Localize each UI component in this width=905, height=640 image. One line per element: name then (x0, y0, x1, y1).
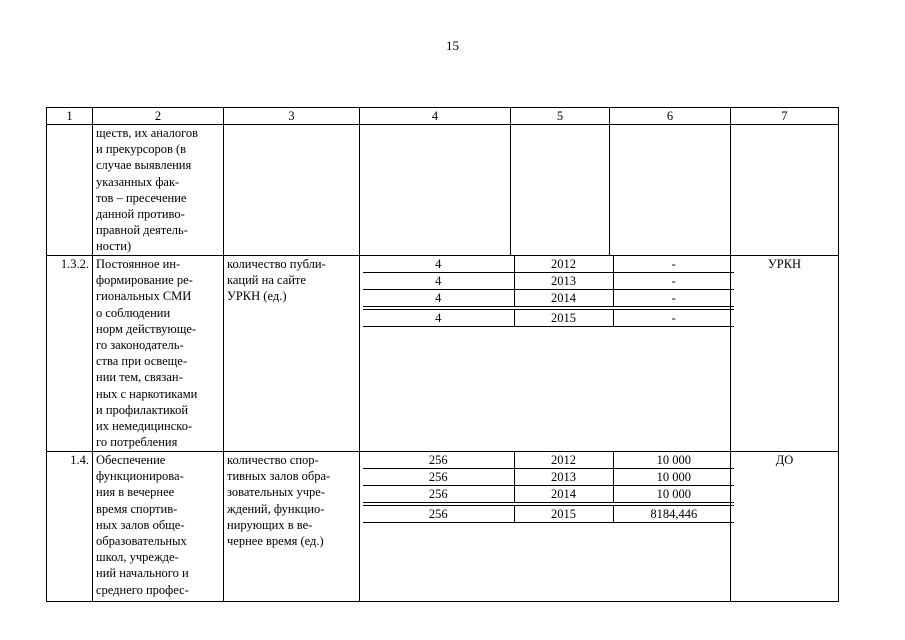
indicator-value: 256 (363, 452, 514, 469)
header-cell: 2 (93, 108, 224, 125)
funding-cell (610, 125, 731, 256)
table-row (47, 125, 839, 256)
executor-cell (731, 125, 839, 256)
values-subtable (363, 256, 734, 327)
funding-amount: - (613, 290, 734, 307)
header-cell: 4 (360, 108, 511, 125)
funding-amount: 10 000 (613, 486, 734, 503)
measure-description: ществ, их аналогов и прекурсоров (в случае выявления указанных фак- тов – пресечение данной противо- правной деятель- ности) (93, 125, 224, 256)
executor: УРКН (731, 256, 839, 452)
year: 2015 (514, 506, 613, 523)
header-cell: 7 (731, 108, 839, 125)
funding-amount: 10 000 (613, 452, 734, 469)
values-row (363, 256, 734, 273)
row-number: 1.3.2. (47, 256, 93, 452)
values-row (363, 290, 734, 307)
value-cell (360, 125, 511, 256)
indicator-value: 256 (363, 486, 514, 503)
indicator-value: 4 (363, 256, 514, 273)
funding-amount: 10 000 (613, 469, 734, 486)
year-cell (511, 125, 610, 256)
values-block (360, 256, 731, 452)
indicator-description: количество спор- тивных залов обра- зовательных учре- ждений, функцио- нирующих в ве- чернее время (ед.) (224, 452, 360, 602)
indicator-value: 4 (363, 273, 514, 290)
executor: ДО (731, 452, 839, 602)
funding-amount: - (613, 256, 734, 273)
measure-description: Обеспечение функционирова- ния в вечернее время спортив- ных залов обще- образовательных школ, учрежде- ний начального и среднего профес- (93, 452, 224, 602)
indicator-description: количество публи- каций на сайте УРКН (ед.) (224, 256, 360, 452)
indicator-cell (224, 125, 360, 256)
year: 2013 (514, 469, 613, 486)
values-row (363, 469, 734, 486)
funding-amount: - (613, 310, 734, 327)
row-number: 1.4. (47, 452, 93, 602)
table-header-row (47, 108, 839, 125)
page-number: 15 (446, 38, 459, 53)
values-row (363, 310, 734, 327)
table-row (47, 452, 839, 602)
values-row (363, 486, 734, 503)
year: 2013 (514, 273, 613, 290)
values-row (363, 273, 734, 290)
measure-description: Постоянное ин- формирование ре- гиональных СМИ о соблюдении норм действующе- го законодатель- ства при освеще- нии тем, связан- ных с наркотиками и профилактикой их немедицинско- го потребления (93, 256, 224, 452)
funding-amount: 8184,446 (613, 506, 734, 523)
year: 2012 (514, 452, 613, 469)
funding-amount: - (613, 273, 734, 290)
values-block (360, 452, 731, 602)
table-row (47, 256, 839, 452)
header-cell: 1 (47, 108, 93, 125)
row-number-cell (47, 125, 93, 256)
indicator-value: 256 (363, 506, 514, 523)
program-table (46, 107, 839, 602)
header-cell: 6 (610, 108, 731, 125)
indicator-value: 256 (363, 469, 514, 486)
indicator-value: 4 (363, 290, 514, 307)
year: 2014 (514, 486, 613, 503)
values-row (363, 452, 734, 469)
values-row (363, 506, 734, 523)
indicator-value: 4 (363, 310, 514, 327)
year: 2014 (514, 290, 613, 307)
year: 2012 (514, 256, 613, 273)
header-cell: 3 (224, 108, 360, 125)
year: 2015 (514, 310, 613, 327)
values-subtable (363, 452, 734, 523)
header-cell: 5 (511, 108, 610, 125)
